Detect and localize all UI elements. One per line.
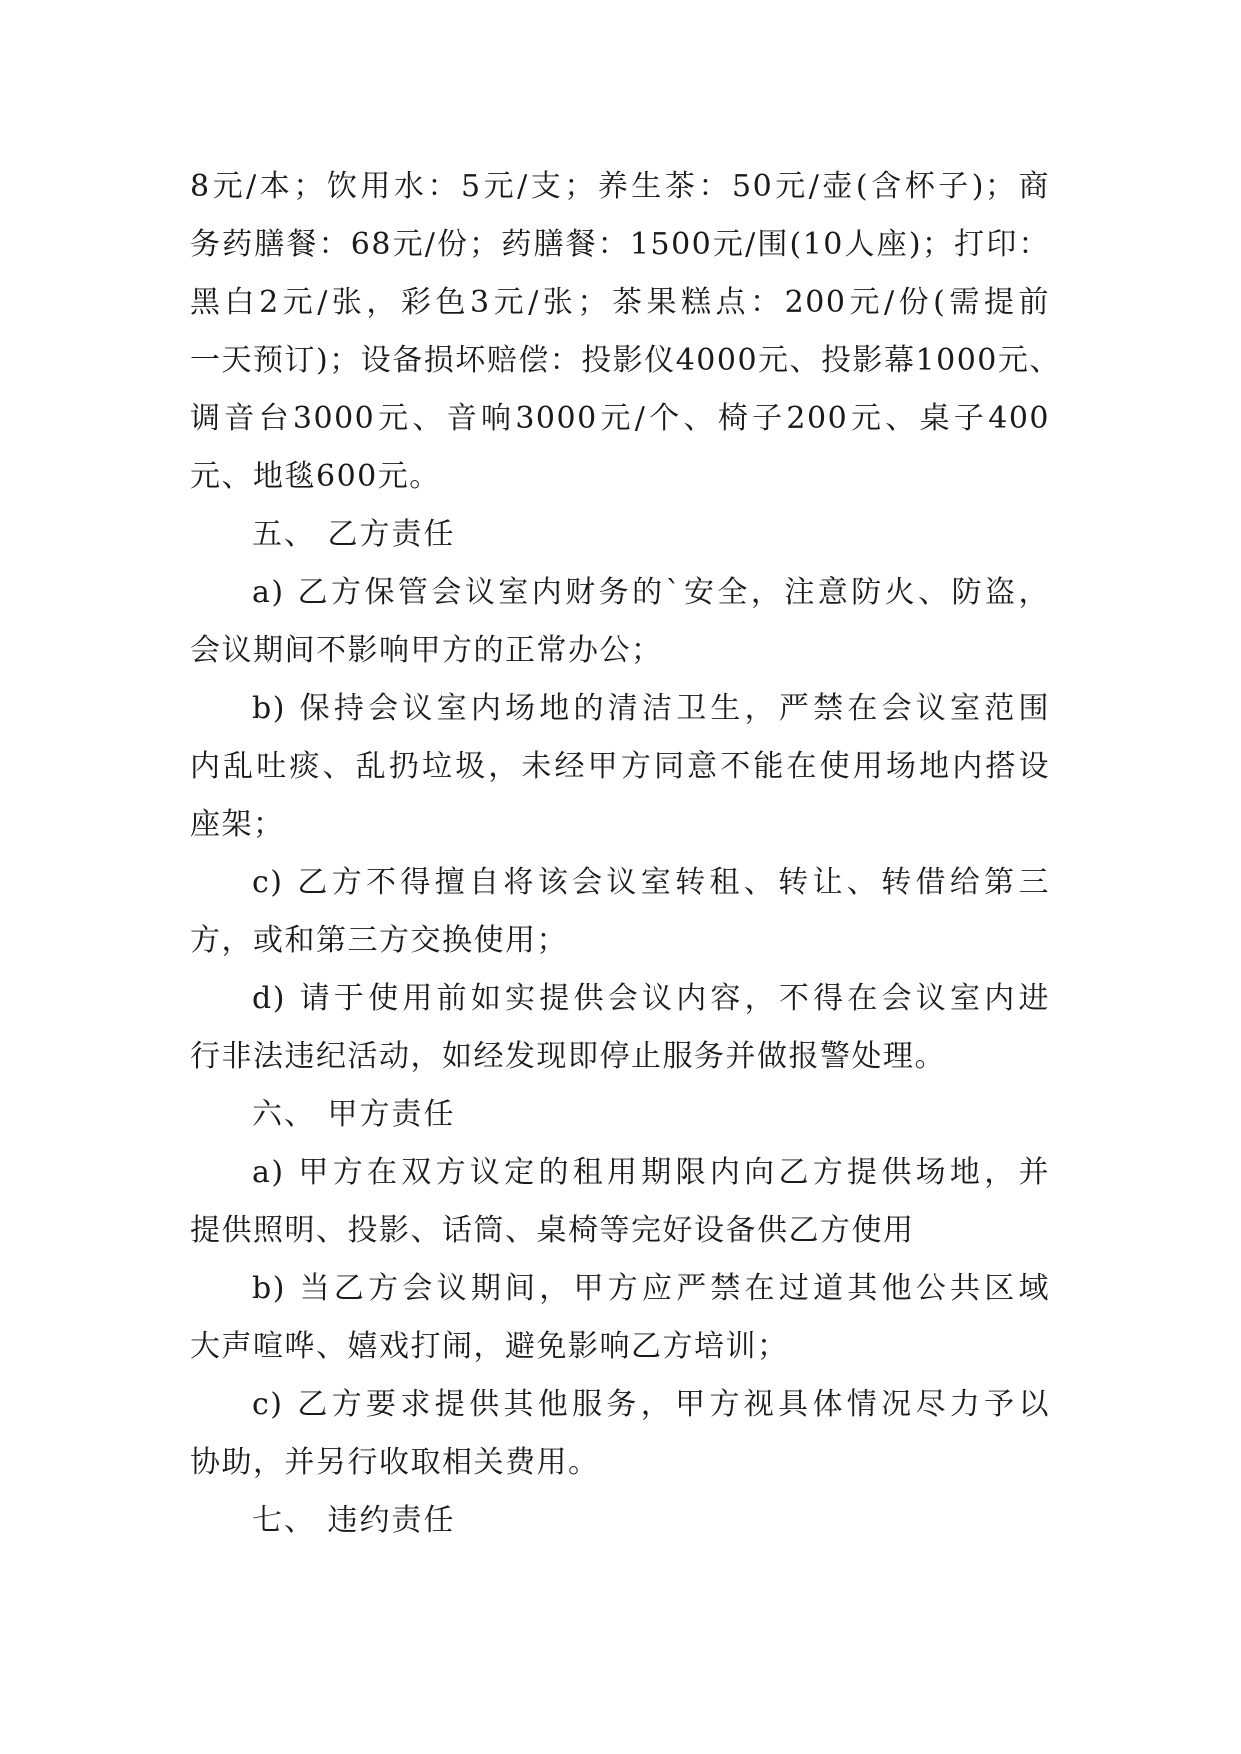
- text-line: 内乱吐痰、乱扔垃圾，未经甲方同意不能在使用场地内搭设: [190, 749, 1050, 784]
- text-line: 座架；: [190, 807, 285, 842]
- section-heading: 五、 乙方责任: [252, 517, 456, 552]
- text-line: 调音台3000元、音响3000元/个、椅子200元、桌子400: [190, 401, 1050, 436]
- text-line: 方，或和第三方交换使用；: [190, 923, 568, 958]
- text-line: 提供照明、投影、话筒、桌椅等完好设备供乙方使用: [190, 1213, 915, 1248]
- text-line: c) 乙方不得擅自将该会议室转租、转让、转借给第三: [252, 865, 1050, 900]
- text-line: b) 保持会议室内场地的清洁卫生，严禁在会议室范围: [252, 691, 1050, 726]
- text-line: 元、地毯600元。: [190, 459, 441, 494]
- text-line: a) 乙方保管会议室内财务的`安全，注意防火、防盗，: [252, 575, 1050, 610]
- text-line: 一天预订)；设备损坏赔偿：投影仪4000元、投影幕1000元、: [190, 343, 1061, 378]
- section-heading: 六、 甲方责任: [252, 1097, 456, 1132]
- text-line: c) 乙方要求提供其他服务，甲方视具体情况尽力予以: [252, 1387, 1050, 1422]
- text-line: 务药膳餐：68元/份；药膳餐：1500元/围(10人座)；打印：: [190, 227, 1050, 262]
- text-line: 协助，并另行收取相关费用。: [190, 1445, 600, 1480]
- document-body: [190, 158, 1061, 1550]
- text-line: a) 甲方在双方议定的租用期限内向乙方提供场地，并: [252, 1155, 1050, 1190]
- text-line: d) 请于使用前如实提供会议内容，不得在会议室内进: [252, 981, 1050, 1016]
- text-line: 黑白2元/张，彩色3元/张；茶果糕点：200元/份(需提前: [190, 285, 1050, 320]
- text-line: 会议期间不影响甲方的正常办公；: [190, 633, 663, 668]
- text-line: 大声喧哗、嬉戏打闹，避免影响乙方培训；: [190, 1329, 789, 1364]
- section-heading: 七、 违约责任: [252, 1503, 456, 1538]
- text-line: 行非法违纪活动，如经发现即停止服务并做报警处理。: [190, 1039, 946, 1074]
- text-line: 8元/本；饮用水：5元/支；养生茶：50元/壶(含杯子)；商: [190, 169, 1050, 204]
- text-line: b) 当乙方会议期间，甲方应严禁在过道其他公共区域: [252, 1271, 1050, 1306]
